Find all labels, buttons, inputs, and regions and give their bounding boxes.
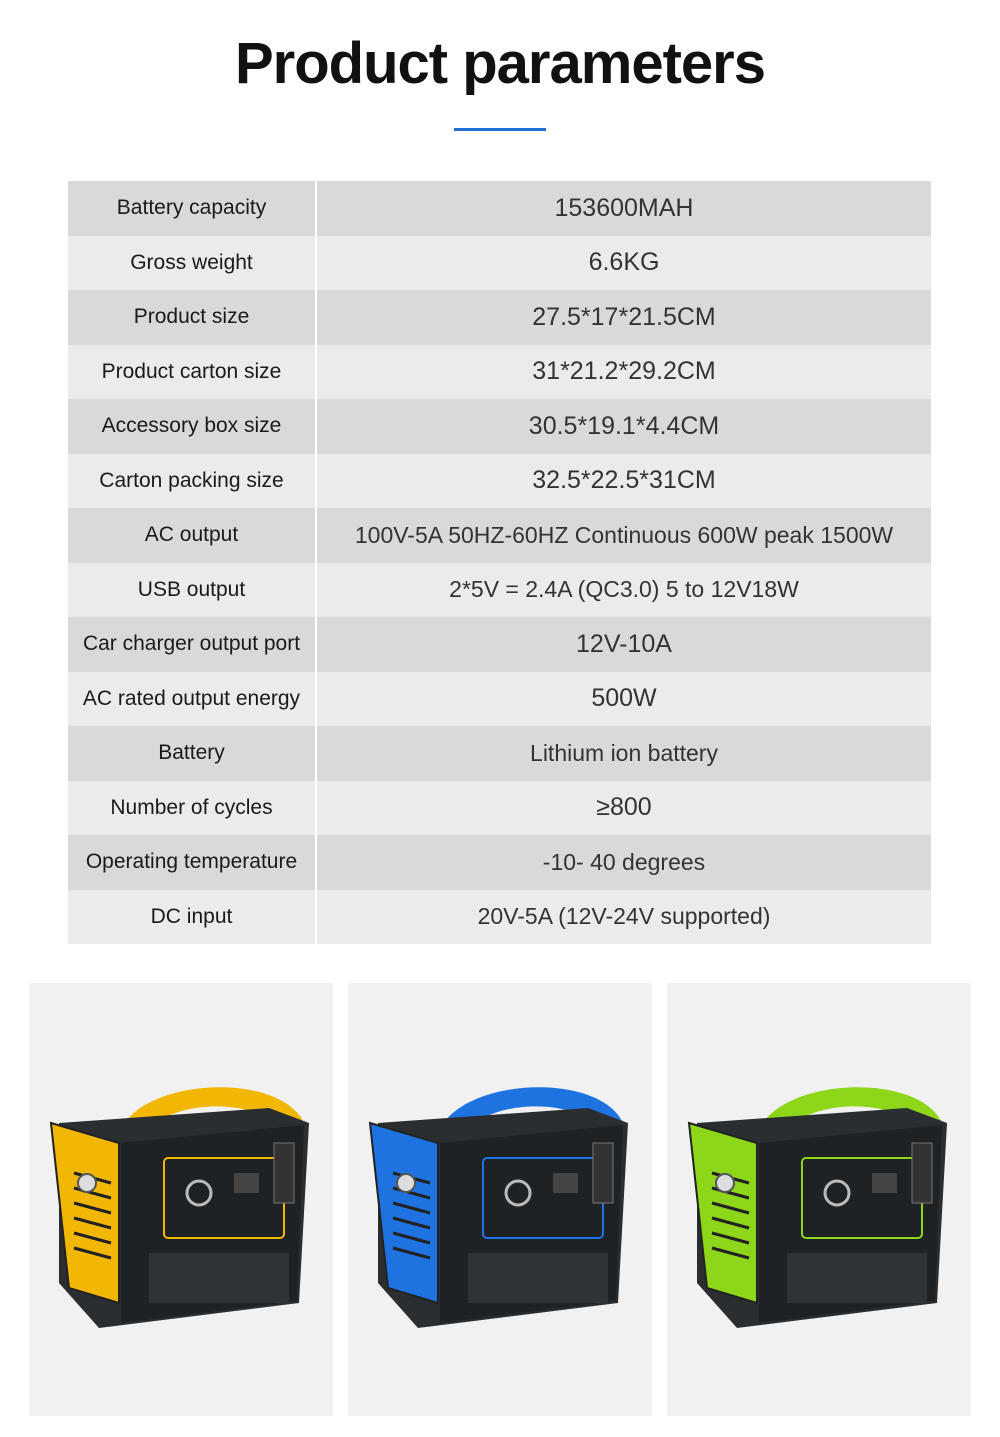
power-station-image	[29, 983, 333, 1416]
product-photos	[29, 983, 971, 1416]
parameters-table	[68, 181, 931, 944]
product-photo-green	[667, 983, 971, 1416]
param-label: Accessory box size	[68, 399, 317, 454]
param-value: 100V-5A 50HZ-60HZ Continuous 600W peak 1500W	[354, 521, 894, 548]
param-value: 31*21.2*29.2CM	[532, 357, 716, 386]
table-row	[68, 617, 931, 672]
table-row	[68, 345, 931, 400]
page-title: Product parameters	[235, 31, 765, 96]
table-row	[68, 290, 931, 345]
param-value: 20V-5A (12V-24V supported)	[477, 903, 771, 930]
table-row	[68, 236, 931, 291]
power-station-image	[667, 983, 971, 1416]
power-station-image	[348, 983, 652, 1416]
param-value: ≥800	[596, 793, 652, 822]
param-value: 32.5*22.5*31CM	[532, 466, 716, 495]
param-label: Battery capacity	[68, 181, 317, 236]
param-value: 2*5V = 2.4A (QC3.0) 5 to 12V18W	[449, 576, 799, 603]
product-photo-blue	[348, 983, 652, 1416]
param-label: Product size	[68, 290, 317, 345]
table-row	[68, 454, 931, 509]
param-label: Number of cycles	[68, 781, 317, 836]
param-label: AC rated output energy	[68, 672, 317, 727]
param-value: 153600MAH	[554, 193, 694, 222]
table-row	[68, 672, 931, 727]
table-row	[68, 835, 931, 890]
param-value: 30.5*19.1*4.4CM	[528, 411, 720, 440]
table-row	[68, 726, 931, 781]
table-row	[68, 181, 931, 236]
param-value: 6.6KG	[588, 248, 660, 277]
table-row	[68, 508, 931, 563]
param-label: AC output	[68, 508, 317, 563]
table-row	[68, 781, 931, 836]
table-row	[68, 399, 931, 454]
param-value: Lithium ion battery	[530, 739, 718, 766]
param-label: Operating temperature	[68, 835, 317, 890]
param-label: USB output	[68, 563, 317, 618]
param-label: Battery	[68, 726, 317, 781]
param-value: 500W	[591, 684, 657, 713]
param-label: Car charger output port	[68, 617, 317, 672]
param-value: 12V-10A	[576, 629, 672, 658]
param-label: Carton packing size	[68, 454, 317, 509]
table-row	[68, 890, 931, 945]
param-label: Gross weight	[68, 236, 317, 291]
title-underline	[454, 128, 546, 131]
product-photo-yellow	[29, 983, 333, 1416]
param-label: Product carton size	[68, 345, 317, 400]
param-label: DC input	[68, 890, 317, 945]
table-row	[68, 563, 931, 618]
param-value: 27.5*17*21.5CM	[532, 302, 716, 331]
param-value: -10- 40 degrees	[542, 848, 706, 875]
